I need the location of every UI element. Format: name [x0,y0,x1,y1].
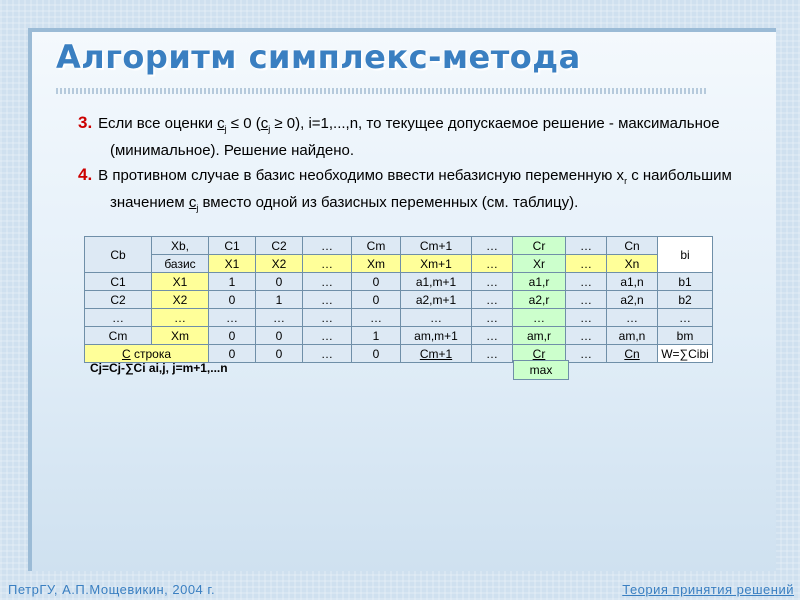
header-x1: X1 [209,255,256,273]
cell: … [472,309,513,327]
objective-cell: W=∑Cibi [658,345,713,363]
step-3-c-symbol: c [217,115,225,132]
slide-title: Алгоритм симплекс-метода [56,38,581,76]
header-c1: C1 [209,237,256,255]
cell: am,n [607,327,658,345]
cell: … [152,309,209,327]
cell: … [85,309,152,327]
cell: a2,n [607,291,658,309]
cell: am,m+1 [401,327,472,345]
header-cm: Cm [352,237,401,255]
cell: … [658,309,713,327]
header-xr: Xr [513,255,566,273]
cell: 0 [256,327,303,345]
cell: a1,n [607,273,658,291]
cell: C2 [85,291,152,309]
cell: 1 [209,273,256,291]
header-xb: Xb, [152,237,209,255]
cell: Cr [513,345,566,363]
c-row [85,345,713,363]
title-underline [56,88,708,94]
cell: … [401,309,472,327]
cell: 0 [352,291,401,309]
cell: … [566,309,607,327]
footer-right: Теория принятия решений [622,582,794,597]
header-ellipsis-1: … [303,237,352,255]
cell: a1,r [513,273,566,291]
cell: … [607,309,658,327]
cell: … [472,291,513,309]
cell: am,r [513,327,566,345]
simplex-table [84,236,713,363]
header-ellipsis-2: … [472,237,513,255]
header-cm1: Cm+1 [401,237,472,255]
cell: 1 [256,291,303,309]
reduced-cost-formula: Cj=Cj-∑Ci ai,j, j=m+1,...n [90,361,228,375]
cell: … [303,291,352,309]
cell: … [566,345,607,363]
header-basis: базис [152,255,209,273]
header-cb: Cb [85,237,152,273]
cell: … [566,273,607,291]
cell: X2 [152,291,209,309]
step-4-c-symbol: c [188,194,197,211]
cell: X1 [152,273,209,291]
header-row-1 [85,237,713,255]
step-4-text-a: В противном случае в базис необходимо ввести небазисную переменную x [94,167,625,184]
step-4 [78,164,738,219]
cell: … [303,273,352,291]
header-x-ellipsis-2: … [472,255,513,273]
cell: b2 [658,291,713,309]
cell: … [513,309,566,327]
cell: a1,m+1 [401,273,472,291]
cell: 0 [209,345,256,363]
cell: 0 [256,345,303,363]
step-3-number: 3. [78,113,93,132]
header-xm1: Xm+1 [401,255,472,273]
cell: C1 [85,273,152,291]
table-row [85,291,713,309]
cell: … [472,273,513,291]
step-3 [78,112,738,162]
table-row [85,327,713,345]
table-row [85,273,713,291]
step-4-text-c: вместо одной из базисных переменных (см. таблицу). [198,194,579,211]
header-row-2 [85,255,713,273]
step-3-text-b: ≤ 0 ( [226,115,261,132]
footer-left: ПетрГУ, А.П.Мощевикин, 2004 г. [8,582,216,597]
cell: … [472,327,513,345]
cell: Xm [152,327,209,345]
step-4-sub-j: j [196,203,199,213]
step-3-sub-j-2: j [268,124,271,134]
cell: bm [658,327,713,345]
cell: b1 [658,273,713,291]
step-3-sub-j: j [224,124,227,134]
step-3-c-symbol-2: c [260,115,269,132]
cell: … [209,309,256,327]
cell: … [352,309,401,327]
step-4-sub-r: r [624,176,628,186]
header-cr: Cr [513,237,566,255]
cell: … [303,345,352,363]
cell: Cm [85,327,152,345]
cell: … [303,309,352,327]
c-row-label-rest: строка [130,346,172,361]
cell: a2,r [513,291,566,309]
c-row-label-c: C [121,346,131,361]
cell: … [566,327,607,345]
step-4-number: 4. [78,165,93,184]
cell: a2,m+1 [401,291,472,309]
cell: 0 [352,345,401,363]
cell: Cn [607,345,658,363]
step-3-text-c: ≥ 0), i=1,...,n, то текущее допускаемое решение - максимальное (минимальное). Решение найдено. [110,115,720,159]
cell: … [256,309,303,327]
cell: Cm+1 [401,345,472,363]
header-c2: C2 [256,237,303,255]
step-3-text-a: Если все оценки [94,115,218,132]
header-x2: X2 [256,255,303,273]
cell: 0 [209,291,256,309]
cell: … [303,327,352,345]
c-row-label [85,345,209,363]
header-x-ellipsis-3: … [566,255,607,273]
header-xm: Xm [352,255,401,273]
cell: 0 [256,273,303,291]
max-label: max [513,360,569,380]
cell: … [566,291,607,309]
cell: 1 [352,327,401,345]
header-x-ellipsis-1: … [303,255,352,273]
header-ellipsis-3: … [566,237,607,255]
cell: … [472,345,513,363]
header-xn: Xn [607,255,658,273]
cell: 0 [209,327,256,345]
steps-text [78,112,738,221]
cell: 0 [352,273,401,291]
step-4-text-b: с наибольшим значением [110,167,732,211]
header-bi: bi [658,237,713,273]
table-row [85,309,713,327]
header-cn: Cn [607,237,658,255]
